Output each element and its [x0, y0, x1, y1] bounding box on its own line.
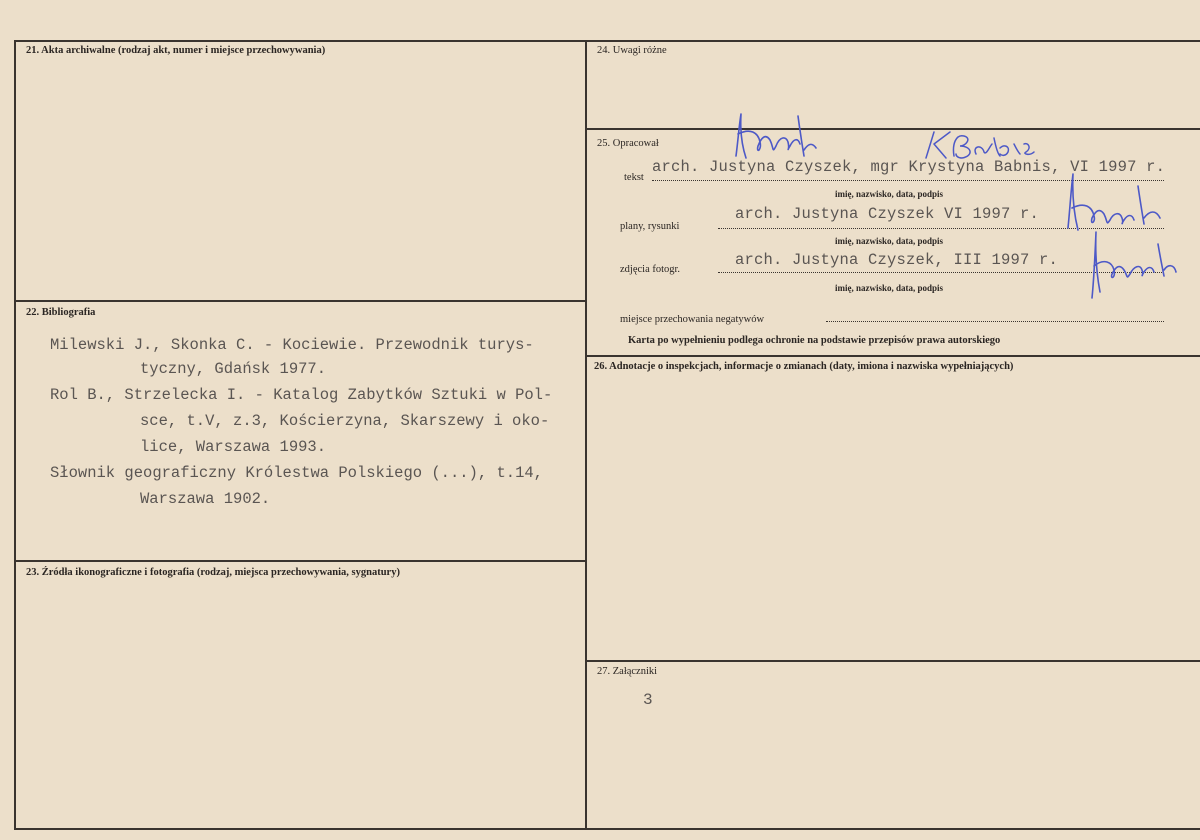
attachments-count: 3 [643, 691, 653, 709]
negatives-underline [826, 321, 1164, 322]
bibliography-line: Rol B., Strzelecka I. - Katalog Zabytków Sztuki w Pol- [50, 386, 553, 404]
divider-21-22 [14, 300, 587, 302]
section-23-title: 23. Źródła ikonograficzne i fotografia (rodzaj, miejsca przechowywania, sygnatury) [26, 567, 400, 578]
signature-czyszek-1 [728, 106, 823, 166]
section-22-title: 22. Bibliografia [26, 307, 96, 318]
bibliography-line: tyczny, Gdańsk 1977. [140, 360, 327, 378]
field-caption-tekst: imię, nazwisko, data, podpis [835, 189, 944, 199]
bottom-border [14, 828, 1200, 830]
signature-czyszek-3 [1080, 222, 1180, 302]
divider-22-23 [14, 560, 587, 562]
center-divider [585, 40, 587, 830]
section-21-title: 21. Akta archiwalne (rodzaj akt, numer i miejsce przechowywania) [26, 45, 326, 56]
bibliography-line: lice, Warszawa 1993. [140, 438, 327, 456]
field-caption-zdjecia: imię, nazwisko, data, podpis [835, 283, 944, 293]
field-value-plany: arch. Justyna Czyszek VI 1997 r. [735, 205, 1040, 223]
bibliography-line: sce, t.V, z.3, Kościerzyna, Skarszewy i oko- [140, 412, 550, 430]
section-25-title: 25. Opracował [597, 138, 659, 149]
bibliography-line: Warszawa 1902. [140, 490, 271, 508]
field-label-tekst: tekst [624, 172, 644, 183]
field-caption-plany: imię, nazwisko, data, podpis [835, 236, 944, 246]
field-value-zdjecia: arch. Justyna Czyszek, III 1997 r. [735, 251, 1059, 269]
section-24-title: 24. Uwagi różne [597, 45, 667, 56]
top-border [14, 40, 1200, 42]
section-26-title: 26. Adnotacje o inspekcjach, informacje o zmianach (daty, imiona i nazwiska wypełniających) [594, 361, 1014, 372]
bibliography-line: Słownik geograficzny Królestwa Polskiego (...), t.14, [50, 464, 543, 482]
section-27-title: 27. Załączniki [597, 666, 658, 677]
signature-babnis [920, 126, 1040, 166]
bibliography-line: Milewski J., Skonka C. - Kociewie. Przewodnik turys- [50, 336, 534, 354]
negatives-label: miejsce przechowania negatywów [620, 314, 765, 325]
field-value-tekst: arch. Justyna Czyszek, mgr Krystyna Babnis, VI 1997 r. [652, 158, 1166, 176]
divider-26-27 [585, 660, 1200, 662]
divider-25-26 [585, 355, 1200, 357]
divider-24-25 [585, 128, 1200, 130]
field-label-zdjecia: zdjęcia fotogr. [620, 264, 681, 275]
field-label-plany: plany, rysunki [620, 221, 680, 232]
copyright-note: Karta po wypełnieniu podlega ochronie na podstawie przepisów prawa autorskiego [628, 335, 1001, 346]
left-border [14, 40, 16, 830]
